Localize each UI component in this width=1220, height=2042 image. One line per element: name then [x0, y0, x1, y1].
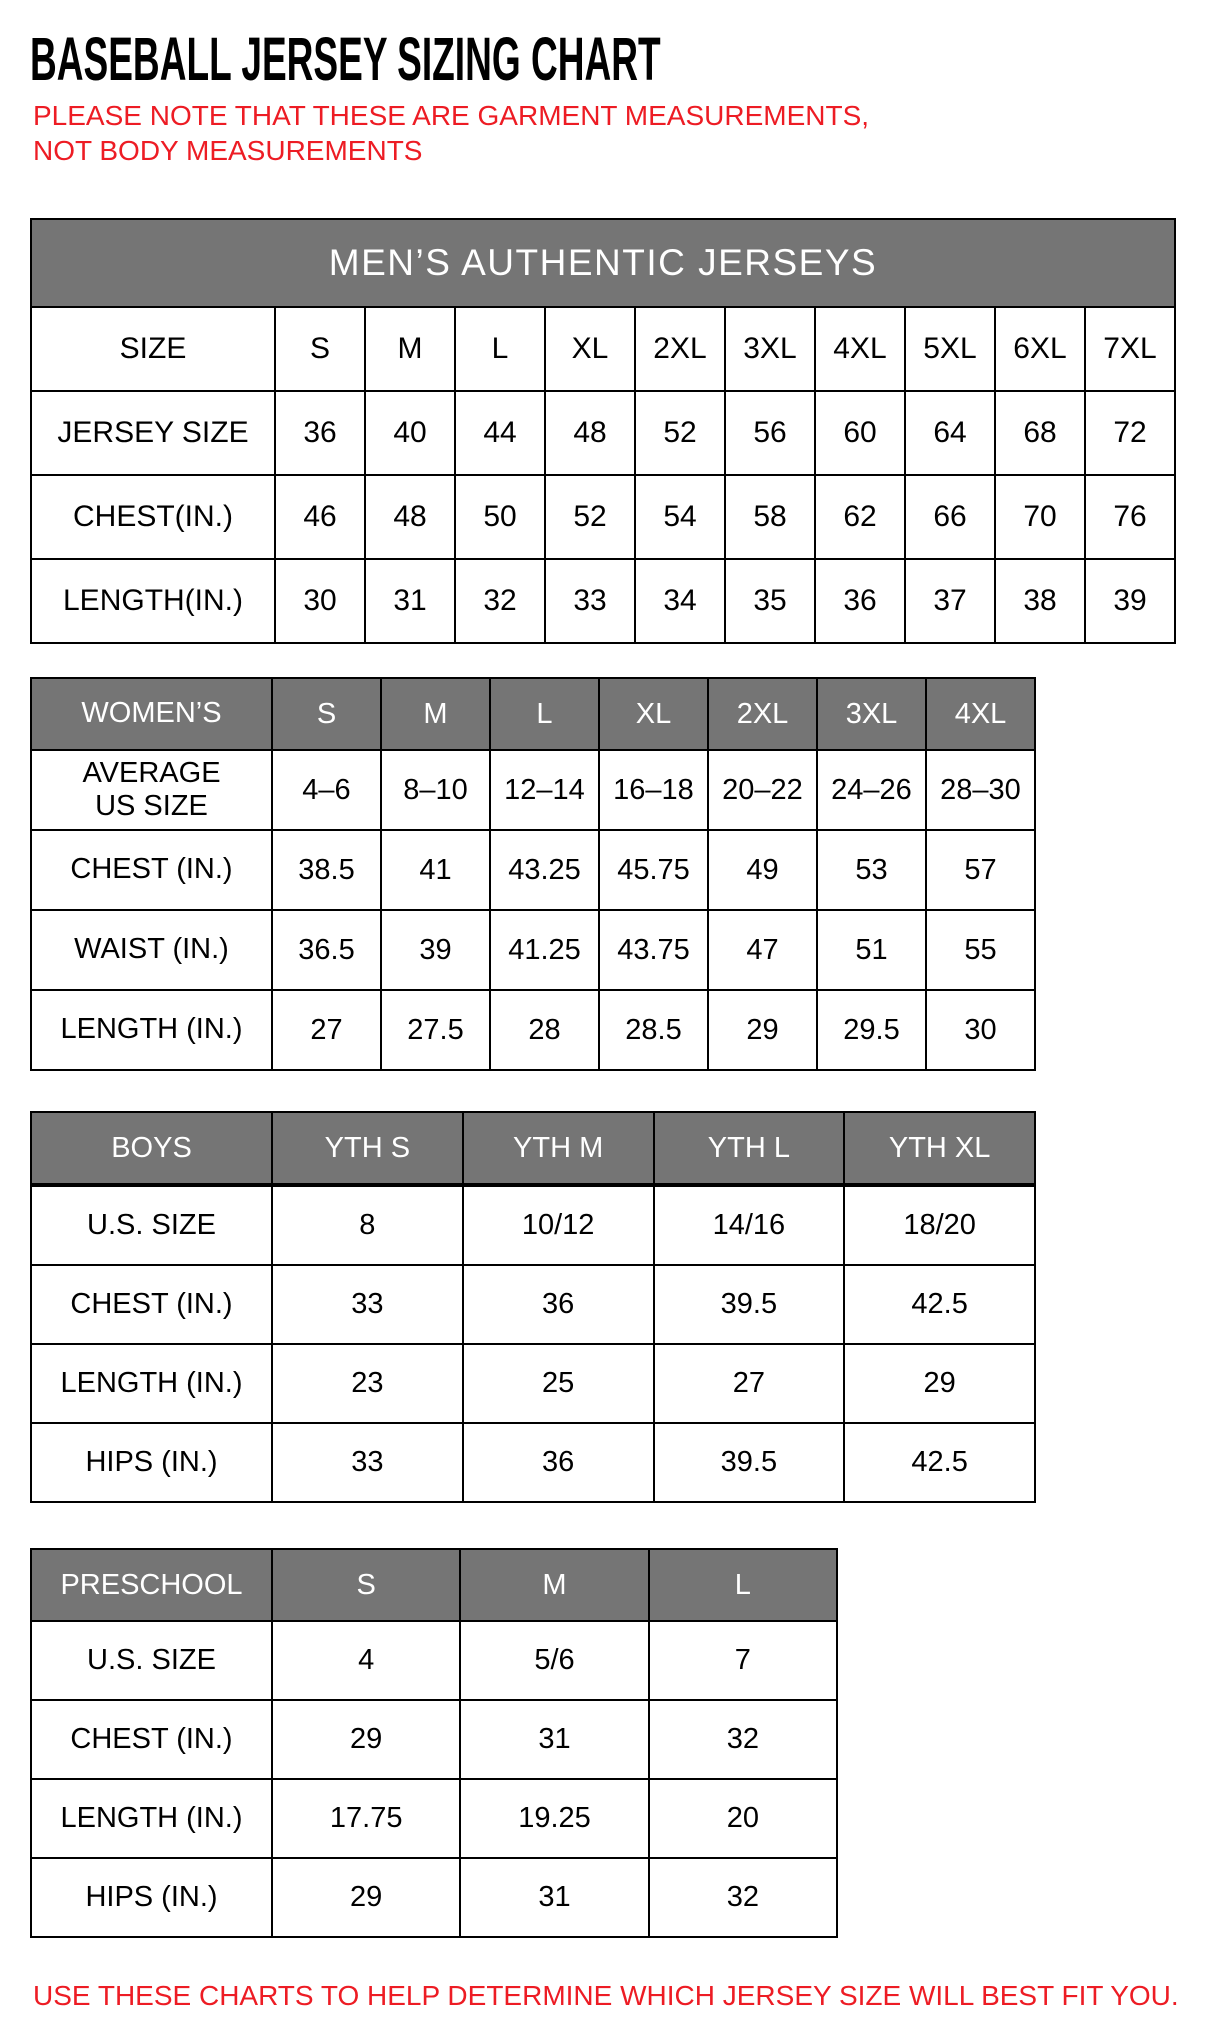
womens-value-cell: 30	[926, 990, 1035, 1070]
boys-row	[31, 1423, 1035, 1502]
womens-row	[31, 830, 1035, 910]
preschool-sizing-table	[30, 1548, 838, 1938]
boys-value-cell: 18/20	[844, 1185, 1035, 1265]
preschool-row-label: LENGTH (IN.)	[31, 1779, 272, 1858]
mens-value-cell: 72	[1085, 391, 1175, 475]
womens-value-cell: 39	[381, 910, 490, 990]
womens-value-cell: 27.5	[381, 990, 490, 1070]
preschool-row	[31, 1858, 837, 1937]
mens-value-cell: 52	[545, 475, 635, 559]
mens-row	[31, 559, 1175, 643]
womens-value-cell: 24–26	[817, 750, 926, 830]
preschool-value-cell: 32	[649, 1858, 837, 1937]
mens-value-cell: 34	[635, 559, 725, 643]
boys-value-cell: 36	[463, 1265, 654, 1344]
mens-value-cell: 48	[545, 391, 635, 475]
womens-value-cell: 36.5	[272, 910, 381, 990]
preschool-value-cell: 7	[649, 1621, 837, 1700]
womens-value-cell: 29.5	[817, 990, 926, 1070]
womens-row-label: WAIST (IN.)	[31, 910, 272, 990]
mens-value-cell: 54	[635, 475, 725, 559]
boys-column-header: YTH S	[272, 1112, 463, 1185]
garment-measurement-note: PLEASE NOTE THAT THESE ARE GARMENT MEASUREMENTS, NOT BODY MEASUREMENTS	[33, 100, 870, 166]
preschool-table-body	[31, 1549, 837, 1937]
womens-value-cell: 8–10	[381, 750, 490, 830]
mens-value-cell: 46	[275, 475, 365, 559]
womens-value-cell: 29	[708, 990, 817, 1070]
preschool-value-cell: 17.75	[272, 1779, 460, 1858]
mens-row	[31, 475, 1175, 559]
mens-value-cell: 39	[1085, 559, 1175, 643]
boys-value-cell: 33	[272, 1423, 463, 1502]
womens-value-cell: 28–30	[926, 750, 1035, 830]
preschool-header-row	[31, 1549, 837, 1621]
preschool-column-header: S	[272, 1549, 460, 1621]
mens-value-cell: 70	[995, 475, 1085, 559]
preschool-value-cell: 32	[649, 1700, 837, 1779]
preschool-value-cell: 29	[272, 1700, 460, 1779]
mens-value-cell: 48	[365, 475, 455, 559]
preschool-column-header: M	[460, 1549, 648, 1621]
boys-row-label: LENGTH (IN.)	[31, 1344, 272, 1423]
page-title-text: BASEBALL JERSEY SIZING CHART	[30, 25, 661, 95]
mens-row-label: JERSEY SIZE	[31, 391, 275, 475]
boys-value-cell: 39.5	[654, 1423, 845, 1502]
mens-column-header: S	[275, 307, 365, 391]
womens-column-header: L	[490, 678, 599, 750]
preschool-column-header: PRESCHOOL	[31, 1549, 272, 1621]
boys-value-cell: 8	[272, 1185, 463, 1265]
womens-value-cell: 57	[926, 830, 1035, 910]
womens-value-cell: 55	[926, 910, 1035, 990]
womens-table-body	[31, 678, 1035, 1070]
mens-value-cell: 40	[365, 391, 455, 475]
womens-column-header: 2XL	[708, 678, 817, 750]
boys-row	[31, 1185, 1035, 1265]
mens-value-cell: 37	[905, 559, 995, 643]
preschool-value-cell: 19.25	[460, 1779, 648, 1858]
womens-value-cell: 51	[817, 910, 926, 990]
womens-value-cell: 20–22	[708, 750, 817, 830]
womens-row-label: CHEST (IN.)	[31, 830, 272, 910]
mens-row-label: LENGTH(IN.)	[31, 559, 275, 643]
boys-row	[31, 1265, 1035, 1344]
preschool-row-label: HIPS (IN.)	[31, 1858, 272, 1937]
womens-value-cell: 4–6	[272, 750, 381, 830]
boys-column-header: YTH M	[463, 1112, 654, 1185]
preschool-value-cell: 20	[649, 1779, 837, 1858]
boys-column-header: YTH L	[654, 1112, 845, 1185]
mens-value-cell: 64	[905, 391, 995, 475]
womens-value-cell: 16–18	[599, 750, 708, 830]
womens-value-cell: 49	[708, 830, 817, 910]
preschool-value-cell: 31	[460, 1858, 648, 1937]
fit-advice-note: USE THESE CHARTS TO HELP DETERMINE WHICH JERSEY SIZE WILL BEST FIT YOU.	[33, 1980, 1179, 2011]
mens-value-cell: 35	[725, 559, 815, 643]
mens-column-header: SIZE	[31, 307, 275, 391]
mens-row	[31, 391, 1175, 475]
boys-value-cell: 27	[654, 1344, 845, 1423]
womens-value-cell: 12–14	[490, 750, 599, 830]
mens-value-cell: 38	[995, 559, 1085, 643]
womens-column-header: 4XL	[926, 678, 1035, 750]
mens-value-cell: 33	[545, 559, 635, 643]
mens-row-label: CHEST(IN.)	[31, 475, 275, 559]
boys-value-cell: 10/12	[463, 1185, 654, 1265]
boys-row-label: U.S. SIZE	[31, 1185, 272, 1265]
preschool-value-cell: 31	[460, 1700, 648, 1779]
mens-value-cell: 31	[365, 559, 455, 643]
mens-value-cell: 50	[455, 475, 545, 559]
preschool-value-cell: 29	[272, 1858, 460, 1937]
womens-value-cell: 28	[490, 990, 599, 1070]
mens-column-header: M	[365, 307, 455, 391]
womens-row-label: AVERAGE US SIZE	[31, 750, 272, 830]
womens-value-cell: 43.75	[599, 910, 708, 990]
womens-value-cell: 38.5	[272, 830, 381, 910]
boys-header-row	[31, 1112, 1035, 1185]
womens-value-cell: 53	[817, 830, 926, 910]
preschool-row	[31, 1621, 837, 1700]
womens-column-header: WOMEN’S	[31, 678, 272, 750]
womens-column-header: 3XL	[817, 678, 926, 750]
womens-value-cell: 41	[381, 830, 490, 910]
mens-value-cell: 36	[815, 559, 905, 643]
boys-column-header: YTH XL	[844, 1112, 1035, 1185]
womens-row	[31, 910, 1035, 990]
womens-column-header: XL	[599, 678, 708, 750]
preschool-value-cell: 5/6	[460, 1621, 648, 1700]
mens-banner-row	[31, 219, 1175, 307]
boys-row	[31, 1344, 1035, 1423]
boys-value-cell: 42.5	[844, 1265, 1035, 1344]
boys-column-header: BOYS	[31, 1112, 272, 1185]
mens-value-cell: 60	[815, 391, 905, 475]
womens-value-cell: 41.25	[490, 910, 599, 990]
womens-row-label: LENGTH (IN.)	[31, 990, 272, 1070]
mens-column-header: 5XL	[905, 307, 995, 391]
boys-table-body	[31, 1112, 1035, 1502]
preschool-value-cell: 4	[272, 1621, 460, 1700]
mens-value-cell: 66	[905, 475, 995, 559]
womens-value-cell: 43.25	[490, 830, 599, 910]
preschool-row	[31, 1779, 837, 1858]
mens-value-cell: 68	[995, 391, 1085, 475]
mens-value-cell: 30	[275, 559, 365, 643]
mens-value-cell: 44	[455, 391, 545, 475]
womens-value-cell: 45.75	[599, 830, 708, 910]
womens-column-header: M	[381, 678, 490, 750]
mens-column-header: 4XL	[815, 307, 905, 391]
womens-value-cell: 47	[708, 910, 817, 990]
boys-value-cell: 23	[272, 1344, 463, 1423]
mens-value-cell: 52	[635, 391, 725, 475]
boys-value-cell: 36	[463, 1423, 654, 1502]
preschool-row-label: U.S. SIZE	[31, 1621, 272, 1700]
mens-column-header: L	[455, 307, 545, 391]
mens-value-cell: 56	[725, 391, 815, 475]
womens-column-header: S	[272, 678, 381, 750]
mens-column-header: 7XL	[1085, 307, 1175, 391]
mens-column-header: 2XL	[635, 307, 725, 391]
womens-sizing-table	[30, 677, 1036, 1071]
mens-value-cell: 76	[1085, 475, 1175, 559]
mens-banner: MEN’S AUTHENTIC JERSEYS	[31, 219, 1175, 307]
boys-value-cell: 14/16	[654, 1185, 845, 1265]
preschool-row-label: CHEST (IN.)	[31, 1700, 272, 1779]
womens-row	[31, 990, 1035, 1070]
womens-row	[31, 750, 1035, 830]
mens-column-header: XL	[545, 307, 635, 391]
boys-value-cell: 25	[463, 1344, 654, 1423]
womens-header-row	[31, 678, 1035, 750]
preschool-row	[31, 1700, 837, 1779]
boys-value-cell: 39.5	[654, 1265, 845, 1344]
page-title	[30, 24, 1190, 96]
boys-sizing-table	[30, 1111, 1036, 1503]
boys-value-cell: 33	[272, 1265, 463, 1344]
mens-value-cell: 62	[815, 475, 905, 559]
womens-value-cell: 28.5	[599, 990, 708, 1070]
mens-table-body	[31, 219, 1175, 643]
mens-value-cell: 32	[455, 559, 545, 643]
mens-authentic-jerseys-table	[30, 218, 1176, 644]
boys-value-cell: 29	[844, 1344, 1035, 1423]
boys-value-cell: 42.5	[844, 1423, 1035, 1502]
preschool-column-header: L	[649, 1549, 837, 1621]
boys-row-label: HIPS (IN.)	[31, 1423, 272, 1502]
mens-value-cell: 36	[275, 391, 365, 475]
mens-column-header: 6XL	[995, 307, 1085, 391]
boys-row-label: CHEST (IN.)	[31, 1265, 272, 1344]
mens-value-cell: 58	[725, 475, 815, 559]
mens-column-header: 3XL	[725, 307, 815, 391]
womens-value-cell: 27	[272, 990, 381, 1070]
mens-header-row	[31, 307, 1175, 391]
